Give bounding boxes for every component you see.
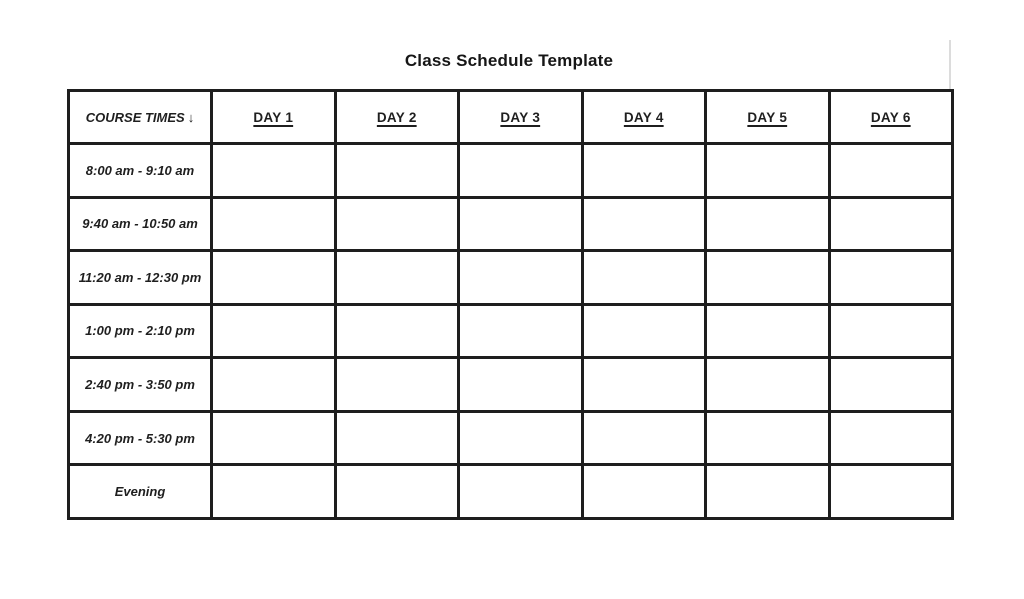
class-schedule-table	[67, 89, 954, 520]
schedule-cell[interactable]	[335, 358, 459, 412]
time-slot-label: 9:40 am - 10:50 am	[69, 197, 212, 251]
page-title: Class Schedule Template	[404, 51, 614, 70]
table-row	[69, 411, 953, 465]
schedule-cell[interactable]	[459, 197, 583, 251]
time-slot-label: Evening	[69, 465, 212, 519]
schedule-cell[interactable]	[829, 304, 953, 358]
schedule-cell[interactable]	[706, 465, 830, 519]
time-slot-label: 2:40 pm - 3:50 pm	[69, 358, 212, 412]
schedule-cell[interactable]	[335, 304, 459, 358]
schedule-cell[interactable]	[335, 465, 459, 519]
schedule-cell[interactable]	[829, 197, 953, 251]
time-slot-label: 1:00 pm - 2:10 pm	[69, 304, 212, 358]
schedule-cell[interactable]	[829, 251, 953, 305]
schedule-cell[interactable]	[335, 411, 459, 465]
table-row	[69, 465, 953, 519]
table-row	[69, 144, 953, 198]
schedule-cell[interactable]	[212, 144, 336, 198]
schedule-cell[interactable]	[212, 251, 336, 305]
schedule-cell[interactable]	[829, 411, 953, 465]
day-header-6	[829, 91, 953, 144]
table-row	[69, 358, 953, 412]
schedule-cell[interactable]	[459, 465, 583, 519]
time-slot-label: 4:20 pm - 5:30 pm	[69, 411, 212, 465]
day-label: DAY 5	[747, 109, 788, 125]
day-header-2	[335, 91, 459, 144]
day-header-4	[582, 91, 706, 144]
day-header-5	[706, 91, 830, 144]
schedule-cell[interactable]	[582, 197, 706, 251]
schedule-cell[interactable]	[459, 304, 583, 358]
schedule-cell[interactable]	[335, 144, 459, 198]
schedule-cell[interactable]	[582, 358, 706, 412]
schedule-cell[interactable]	[212, 465, 336, 519]
table-row	[69, 251, 953, 305]
schedule-cell[interactable]	[459, 251, 583, 305]
schedule-cell[interactable]	[582, 465, 706, 519]
course-times-label: COURSE TIMES	[85, 109, 185, 125]
schedule-cell[interactable]	[829, 465, 953, 519]
schedule-cell[interactable]	[706, 197, 830, 251]
schedule-cell[interactable]	[582, 411, 706, 465]
down-arrow-icon: ↓	[187, 109, 195, 125]
schedule-cell[interactable]	[829, 144, 953, 198]
time-slot-label: 11:20 am - 12:30 pm	[69, 251, 212, 305]
page-edge-line	[949, 40, 951, 90]
schedule-cell[interactable]	[212, 197, 336, 251]
schedule-cell[interactable]	[335, 251, 459, 305]
day-label: DAY 2	[376, 109, 417, 125]
schedule-cell[interactable]	[459, 358, 583, 412]
schedule-cell[interactable]	[335, 197, 459, 251]
day-label: DAY 1	[253, 109, 294, 125]
schedule-cell[interactable]	[212, 411, 336, 465]
day-header-1	[212, 91, 336, 144]
schedule-cell[interactable]	[459, 411, 583, 465]
schedule-cell[interactable]	[212, 358, 336, 412]
schedule-cell[interactable]	[706, 144, 830, 198]
day-label: DAY 6	[870, 109, 911, 125]
schedule-cell[interactable]	[212, 304, 336, 358]
table-row	[69, 197, 953, 251]
time-slot-label: 8:00 am - 9:10 am	[69, 144, 212, 198]
schedule-cell[interactable]	[582, 251, 706, 305]
day-label: DAY 3	[500, 109, 541, 125]
schedule-cell[interactable]	[459, 144, 583, 198]
day-label: DAY 4	[623, 109, 664, 125]
schedule-cell[interactable]	[706, 411, 830, 465]
schedule-cell[interactable]	[582, 304, 706, 358]
day-header-3	[459, 91, 583, 144]
schedule-cell[interactable]	[706, 304, 830, 358]
schedule-cell[interactable]	[706, 251, 830, 305]
schedule-cell[interactable]	[706, 358, 830, 412]
table-row	[69, 304, 953, 358]
header-row	[69, 91, 953, 144]
course-times-header	[69, 91, 212, 144]
schedule-cell[interactable]	[582, 144, 706, 198]
schedule-cell[interactable]	[829, 358, 953, 412]
